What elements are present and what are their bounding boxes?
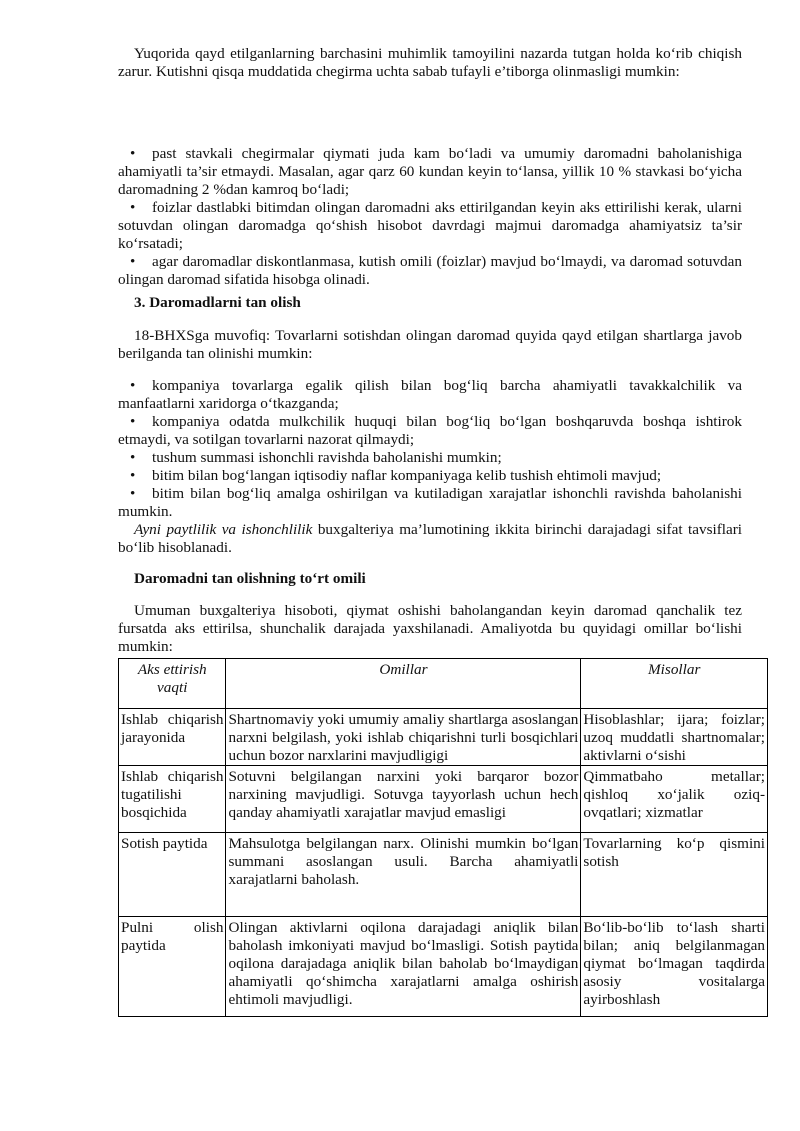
table-header-row (119, 659, 768, 709)
table-row (119, 766, 768, 833)
bullet-icon: • (130, 449, 136, 466)
bullet-icon: • (130, 199, 136, 216)
table-row (119, 709, 768, 766)
bullet-icon: • (130, 253, 136, 270)
table-cell: Sotish paytida (119, 833, 226, 917)
table-cell: Shartnomaviy yoki umumiy amaliy shartlarga asoslangan narxni belgilash, yoki ishlab chiqarishni turli bosqichlari uchun bozor narxlarini mavjudligigi (226, 709, 581, 766)
condition-item: • bitim bilan bog‘langan iqtisodiy naflar kompaniyaga kelib tushish ehtimoli mavjud; (130, 467, 662, 484)
quality-italic-text: Ayni paytlilik va ishonchlilik (134, 521, 313, 538)
table-cell: Mahsulotga belgilangan narx. Olinishi mumkin bo‘lgan summani asoslangan usuli. Barcha ahamiyatli xarajatlarni baholash. (226, 833, 581, 917)
bullet-icon: • (130, 485, 136, 502)
header-cell-examples: Misollar (581, 659, 768, 709)
table-cell: Ishlab chiqarish tugatilishi bosqichida (119, 766, 226, 833)
table-row (119, 917, 768, 1017)
header-cell-time: Aks ettirish vaqti (119, 659, 226, 709)
factors-intro: Umuman buxgalteriya hisoboti, qiymat oshishi baholangandan keyin daromad qanchalik tez fursatda aks ettirilsa, shunchalik darajada yaxshilanadi. Amaliyotda bu quyidagi omillar bo‘lishi mumkin: (118, 602, 742, 655)
condition-item: • bitim bilan bog‘liq amalga oshirilgan va kutiladigan xarajatlar ishonchli ravishda baholanishi mumkin. (118, 485, 742, 520)
table-cell: Olingan aktivlarni oqilona darajadagi aniqlik bilan baholash imkoniyati mavjud bo‘lmasligi. Sotish paytida oqilona darajadaga aniqlik bilan baholab bo‘lmaydigan ahamiyatli qo‘shimcha xarajatlarni amalga oshirish ehtimoli mavjudligi. (226, 917, 581, 1017)
table-cell: Sotuvni belgilangan narxini yoki barqaror bozor narxining mavjudligi. Sotuvga tayyorlash uchun hech qanday ahamiyatli xarajatlar mavjud emasligi (226, 766, 581, 833)
condition-item: • kompaniya odatda mulkchilik huquqi bilan bog‘liq bo‘lgan boshqaruvda boshqa ishtirok etmaydi, va sotilgan tovarlarni nazorat qilmaydi; (118, 413, 742, 448)
table-cell: Qimmatbaho metallar; qishloq xo‘jalik oziq-ovqatlari; xizmatlar (581, 766, 768, 833)
factors-table (118, 658, 768, 1017)
table-cell: Ishlab chiqarish jarayonida (119, 709, 226, 766)
bullet-icon: • (130, 145, 136, 162)
table-row (119, 833, 768, 917)
intro-paragraph: Yuqorida qayd etilganlarning barchasini muhimlik tamoyilini nazarda tutgan holda ko‘rib chiqish zarur. Kutishni qisqa muddatida chegirma uchta sabab tufayli e’tiborga olinmasligi mumkin: (118, 45, 742, 80)
bullet-icon: • (130, 467, 136, 484)
condition-item: • kompaniya tovarlarga egalik qilish bilan bog‘liq barcha ahamiyatli tavakkalchilik va manfaatlarni xaridorga o‘tkazganda; (118, 377, 742, 412)
reason-item: • agar daromadlar diskontlanmasa, kutish omili (foizlar) mavjud bo‘lmaydi, va daromad sotuvdan olingan daromad sifatida hisobga olinadi. (118, 253, 742, 288)
condition-item: • tushum summasi ishonchli ravishda baholanishi mumkin; (130, 449, 502, 466)
factors-heading: Daromadni tan olishning to‘rt omili (134, 570, 366, 587)
table-cell: Pulni olish paytida (119, 917, 226, 1017)
bullet-icon: • (130, 377, 136, 394)
reason-item: • past stavkali chegirmalar qiymati juda kam bo‘ladi va umumiy daromadni baholanishiga ahamiyatli ta’sir etmaydi. Masalan, agar qarz 60 kundan keyin to‘lansa, yillik 10 % stavkasi bo‘yicha daromadning 2 %dan kamroq bo‘ladi; (118, 145, 742, 198)
recognition-intro: 18-BHXSga muvofiq: Tovarlarni sotishdan olingan daromad quyida qayd etilgan shartlarga javob berilganda tan olinishi mumkin: (118, 327, 742, 362)
table-cell: Tovarlarning ko‘p qismini sotish (581, 833, 768, 917)
section-heading: 3. Daromadlarni tan olish (134, 294, 301, 311)
table-cell: Bo‘lib-bo‘lib to‘lash sharti bilan; aniq belgilanmagan qiymat bo‘lmagan taqdirda asosiy vositalarga ayirboshlash (581, 917, 768, 1017)
table-cell: Hisoblashlar; ijara; foizlar; uzoq muddatli shartnomalar; aktivlarni o‘sishi (581, 709, 768, 766)
reason-item: • foizlar dastlabki bitimdan olingan daromadni aks ettirilgandan keyin aks ettirilishi kerak, ularni sotuvdan olingan daromadga qo‘shish hisobot davrdagi majmui daromadga ahamiyatsiz ta’sir ko‘rsatadi; (118, 199, 742, 252)
bullet-icon: • (130, 413, 136, 430)
header-cell-factors: Omillar (226, 659, 581, 709)
quality-paragraph: Ayni paytlilik va ishonchlilik buxgalteriya ma’lumotining ikkita birinchi darajadagi sifat tavsiflari bo‘lib hisoblanadi. (118, 521, 742, 556)
